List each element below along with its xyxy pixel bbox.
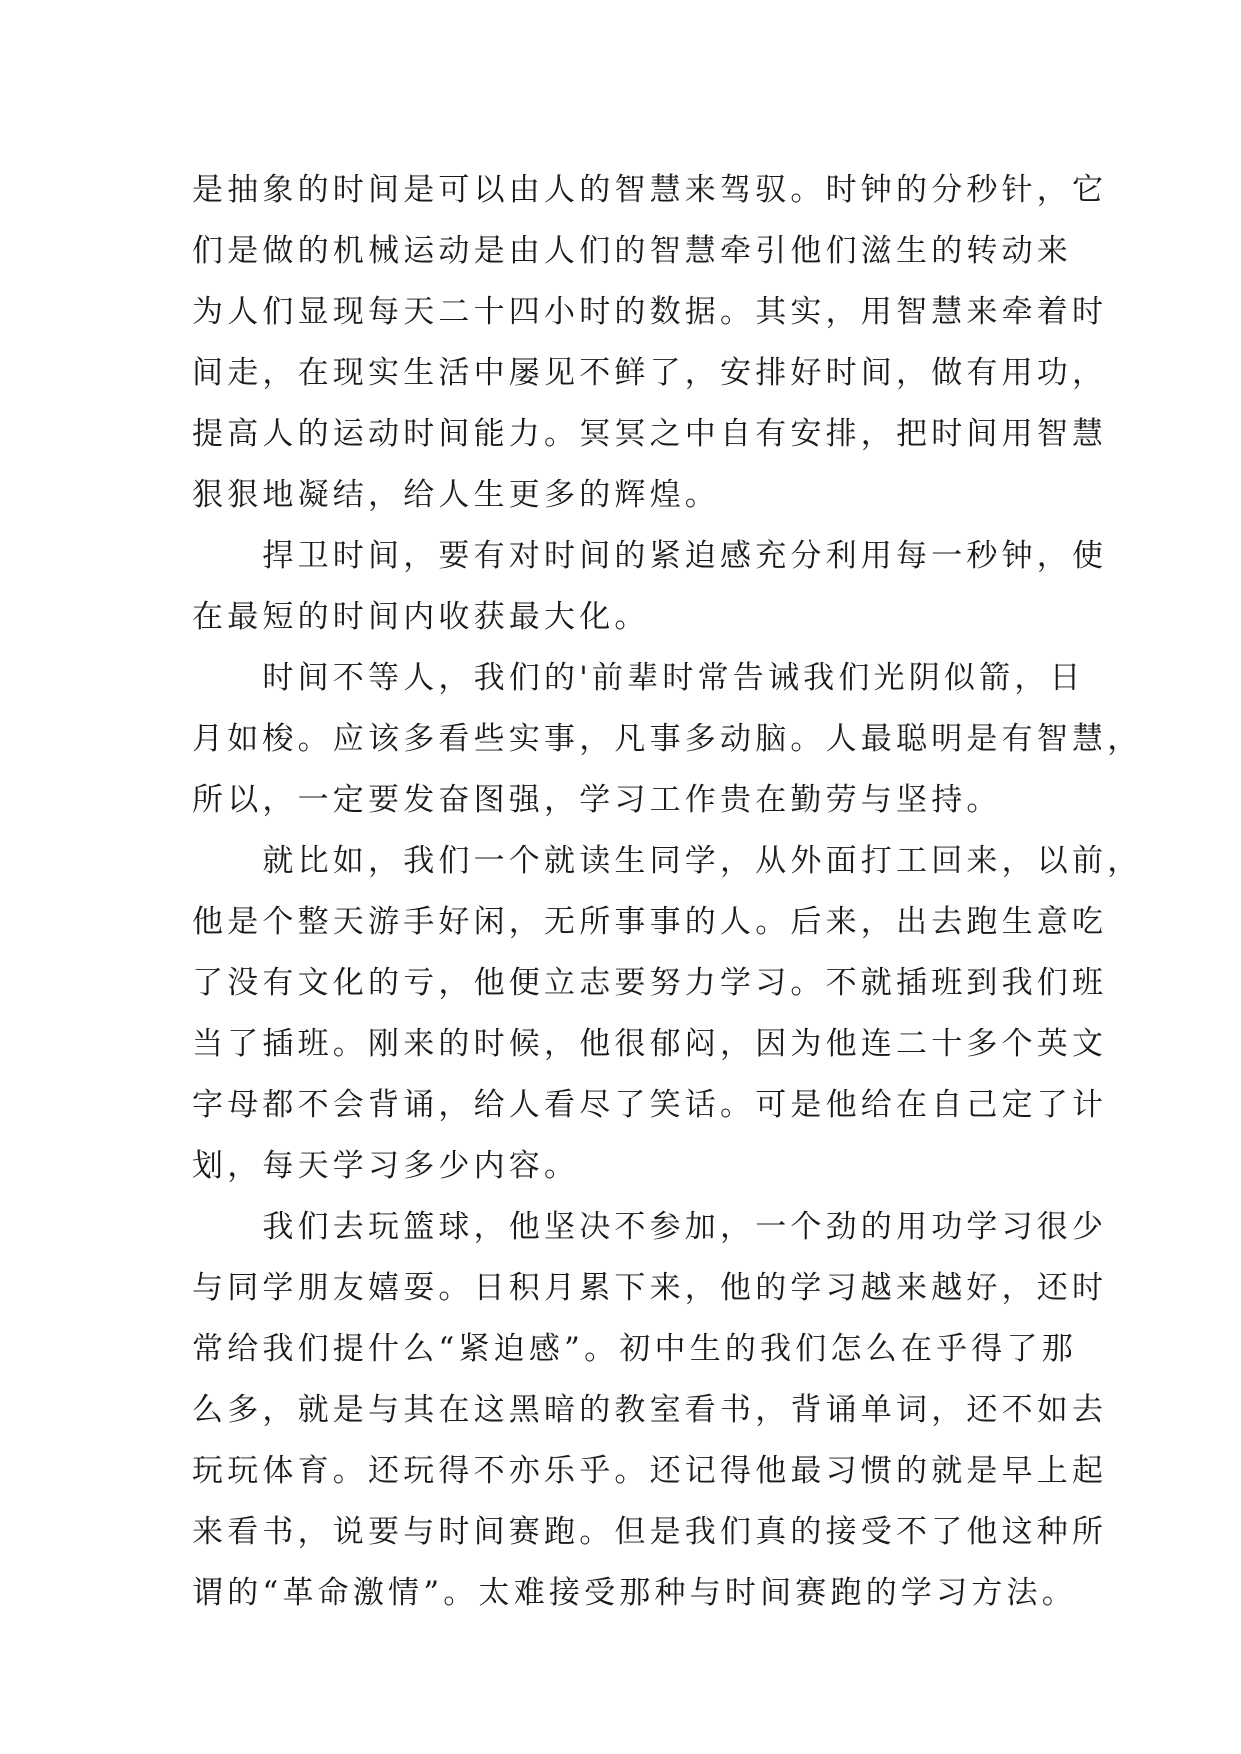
text-line: 么多，就是与其在这黑暗的教室看书，背诵单词，还不如去 [192,1392,1108,1428]
text-line: 月如梭。应该多看些实事，凡事多动脑。人最聪明是有智慧， [192,721,1143,757]
text-line: 提高人的运动时间能力。冥冥之中自有安排，把时间用智慧 [192,416,1108,452]
text-line: 是抽象的时间是可以由人的智慧来驾驭。时钟的分秒针，它 [192,172,1108,208]
text-line: 们是做的机械运动是由人们的智慧牵引他们滋生的转动来 [192,233,1072,269]
text-line: 了没有文化的亏，他便立志要努力学习。不就插班到我们班 [192,965,1108,1001]
text-line: 为人们显现每天二十四小时的数据。其实，用智慧来牵着时 [192,294,1108,330]
text-line: 就比如，我们一个就读生同学，从外面打工回来，以前， [192,843,1143,879]
text-line: 在最短的时间内收获最大化。 [192,599,650,635]
text-line: 捍卫时间，要有对时间的紧迫感充分利用每一秒钟，使 [192,538,1108,574]
text-line: 我们去玩篮球，他坚决不参加，一个劲的用功学习很少 [192,1209,1108,1245]
text-line: 狠狠地凝结，给人生更多的辉煌。 [192,477,720,513]
text-line: 所以，一定要发奋图强，学习工作贵在勤劳与坚持。 [192,782,1002,818]
text-line: 与同学朋友嬉耍。日积月累下来，他的学习越来越好，还时 [192,1270,1108,1306]
text-line: 间走，在现实生活中屡见不鲜了，安排好时间，做有用功， [192,355,1108,391]
text-line: 谓的“革命激情”。太难接受那种与时间赛跑的学习方法。 [192,1575,1077,1611]
text-line: 来看书，说要与时间赛跑。但是我们真的接受不了他这种所 [192,1514,1108,1550]
text-line: 时间不等人，我们的'前辈时常告诫我们光阴似箭，日 [192,660,1085,696]
text-line: 玩玩体育。还玩得不亦乐乎。还记得他最习惯的就是早上起 [192,1453,1108,1489]
text-line: 字母都不会背诵，给人看尽了笑话。可是他给在自己定了计 [192,1087,1108,1123]
text-line: 当了插班。刚来的时候，他很郁闷，因为他连二十多个英文 [192,1026,1108,1062]
text-line: 常给我们提什么“紧迫感”。初中生的我们怎么在乎得了那 [192,1331,1077,1367]
text-line: 划，每天学习多少内容。 [192,1148,580,1184]
body-text [192,160,1143,1624]
text-line: 他是个整天游手好闲，无所事事的人。后来，出去跑生意吃 [192,904,1108,940]
